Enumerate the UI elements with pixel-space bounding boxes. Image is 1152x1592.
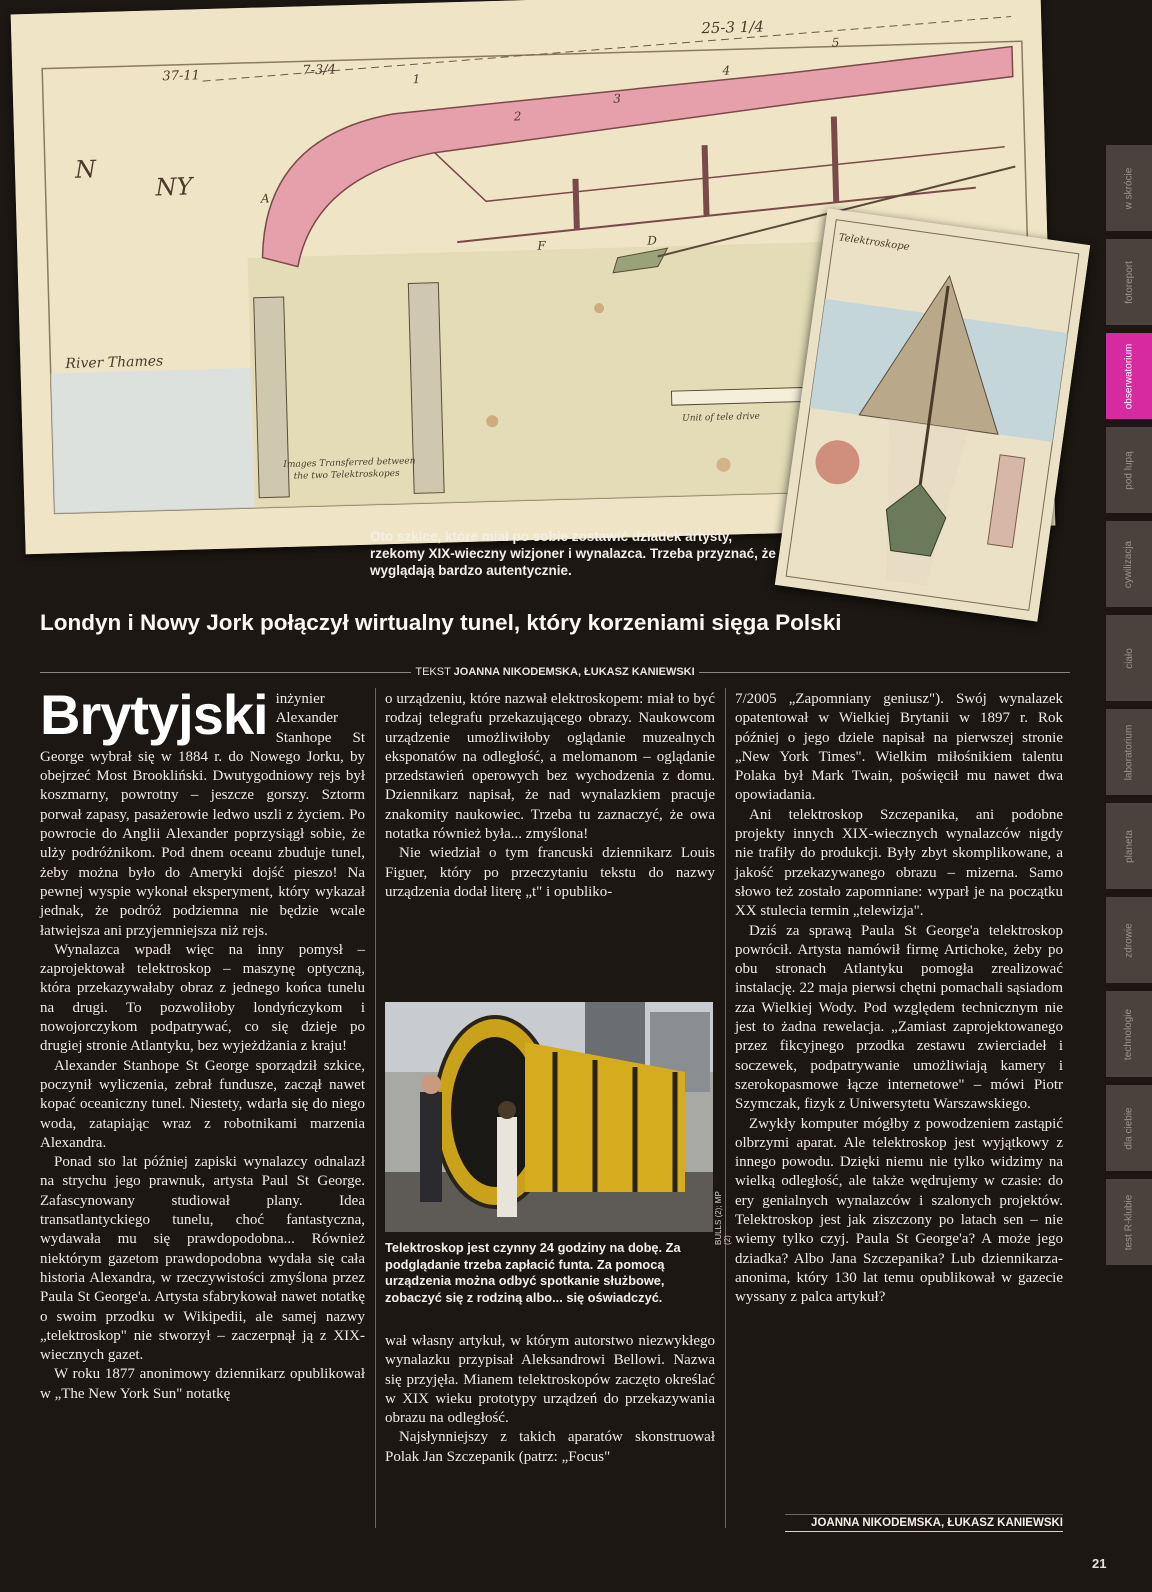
byline-text: TEKST JOANNA NIKODEMSKA, ŁUKASZ KANIEWSKI: [415, 666, 695, 678]
sketch-caption: Oto szkice, które miał po sobie zostawić dziadek artysty, rzekomy XIX-wieczny wizjoner i wynalazca. Trzeba przyznać, że wyglądają bardzo autentycznie.: [370, 529, 776, 578]
sketch-number: 4: [722, 63, 731, 78]
article-column-2-continued: [385, 1332, 715, 1467]
section-tab[interactable]: cywilizacja: [1106, 521, 1152, 607]
compass-label: NY: [155, 172, 193, 202]
sketch-letter: A: [260, 191, 270, 206]
sketch-note: the two Telektroskopes: [293, 468, 400, 482]
article-paragraph: Ponad sto lat później zapiski wynalazcy odnalazł na strychu jego prawnuk, artysta Paul St George. Zafascynowany studiował plany. Idea transatlantyckiego tunelu, choć fantastyczna, wydawała mu się prawdopodobna... Również niektórym gazetom prawdopodobna wydała się cała historia Alexandra, w rzeczywistości zmyślona przez Paula St George'a. Artysta sfabrykował nawet notatkę o swoim przodku w Wikipedii, ale samej nazwy „telektroskop" nie stworzył – zaczerpnął ją z XIX-wiecznych gazet.: [40, 1154, 365, 1364]
compass-label: N: [74, 155, 97, 184]
dimension-label: 7-3/4: [302, 62, 337, 79]
article-column-2: [385, 690, 715, 902]
article-headline: Londyn i Nowy Jork połączył wirtualny tunel, który korzeniami sięga Polski: [40, 610, 842, 635]
article-paragraph: Zwykły komputer mógłby z powodzeniem zastąpić olbrzymi aparat. Ale telektroskop jest wyjątkowy z innego powodu. Dzięki niemu nie tylko widzimy na wielką odległość, ale także wędrujemy w czasie: do ery genialnych wynalazców i szalonych projektów. Telektroskop jest jak ziszczony po latach sen – nie wiemy tylko czyj. Paula St George'a? A może jego dziadka? Albo Jana Szczepanika? Lub dziennikarza-anonima, który 130 lat temu opublikował w gazecie wyssany z palca artykuł?: [735, 1115, 1063, 1306]
section-tab[interactable]: dla ciebie: [1106, 1085, 1152, 1171]
article-paragraph: W roku 1877 anonimowy dziennikarz opublikował w „The New York Sun" notatkę: [40, 1366, 365, 1402]
photo-caption: Telektroskop jest czynny 24 godziny na dobę. Za podglądanie trzeba zapłacić funta. Za pomocą urządzenia można odbyć spotkanie służbowe, zobaczyć się z rodziną albo... się oświadczyć.: [385, 1240, 681, 1305]
section-tab[interactable]: planeta: [1106, 803, 1152, 889]
sketch-letter: F: [537, 238, 546, 253]
photo-credit: BULLS (2); MP (2): [714, 1191, 732, 1245]
sketch-number: 1: [412, 72, 421, 87]
section-tab[interactable]: ciało: [1106, 615, 1152, 701]
section-tab[interactable]: w skrócie: [1106, 145, 1152, 231]
dimension-label: 37-11: [162, 68, 201, 85]
section-tab[interactable]: pod lupą: [1106, 427, 1152, 513]
photo-drawing: [385, 1002, 713, 1232]
section-tab[interactable]: laboratorium: [1106, 709, 1152, 795]
sketch-number: 2: [513, 109, 522, 124]
article-paragraph: Dziś za sprawą Paula St George'a telektroskop powrócił. Artysta namówił firmę Artichoke, żeby po obu stronach Atlantyku pomogła zrealizować instalację. 22 maja pierwsi chętni pomachali sąsiadom zza Wielkiej Wody. Pod względem technicznym nie jest to żadna rewelacja. „Zamiast zaprojektowanego przez fikcyjnego przodka zestawu zwierciadeł i soczewek, podpatrywanie umożliwiają kamery i szerokopasmowe łącze internetowe" – mówi Piotr Szymczak, fizyk z Uniwersytetu Warszawskiego.: [735, 922, 1063, 1113]
article-paragraph: Alexander Stanhope St George sporządził szkice, poczynił wyliczenia, zebrał fundusze, zaczął nawet kopać oceaniczny tunel. Niestety, wdarła się do niego woda, zatapiając wraz z robotnikami marzenia Alexandra.: [40, 1057, 365, 1151]
section-tab[interactable]: test R-klubie: [1106, 1179, 1152, 1265]
section-tabs: [1106, 145, 1152, 1273]
article-paragraph: Brytyjski inżynier Alexander Stanhope St George wybrał się w 1884 r. do Nowego Jorku, by obejrzeć Most Brookliński. Dwutygodniowy rejs był koszmarny, powrotny – jeszcze gorszy. Sztorm porwał zapasy, pasażerowie ledwo uszli z życiem. Po powrocie do Anglii Alexander poprzysiągł sobie, że ulży podróżnikom. Pod dnem oceanu zbuduje tunel, żeby można było do Ameryki dojść pieszo! Na pewnej wyspie wykonał eksperyment, który wykazał jednak, że podróż podziemna nie będzie wcale łatwiejsza ani przyjemniejsza niż rejs.: [40, 683, 365, 939]
sketch-note: Images Transferred between: [283, 456, 416, 471]
dropcap-word: Brytyjski: [40, 683, 268, 746]
section-tab[interactable]: technologie: [1106, 991, 1152, 1077]
island-sketch-illustration: [775, 208, 1090, 621]
article-paragraph: Najsłynniejszy z takich aparatów skonstruował Polak Jan Szczepanik (patrz: „Focus": [385, 1429, 715, 1465]
byline-rule: [699, 672, 1070, 673]
sketch-number: 5: [831, 35, 840, 50]
article-paragraph: Wynalazca wpadł więc na inny pomysł – zaprojektował telektroskop – maszynę optyczną, która przekazywałaby obraz z jednego końca tunelu na drugi. To pozwoliłoby londyńczykom i nowojorczykom podpatrywać, co się dzieje po drugiej stronie Atlantyku, bez wyjeżdżania z kraju!: [40, 941, 365, 1055]
dimension-label: 25-3 1/4: [701, 17, 765, 38]
page-number: 21: [1092, 1556, 1107, 1571]
sketch-letter: D: [647, 233, 658, 248]
small-sketch-title: Telektroskope: [837, 232, 911, 254]
byline-authors: JOANNA NIKODEMSKA, ŁUKASZ KANIEWSKI: [453, 666, 695, 678]
section-tab[interactable]: fotoreport: [1106, 239, 1152, 325]
column-divider: [375, 688, 376, 1528]
article-paragraph: o urządzeniu, które nazwał elektroskopem: miał to być rodzaj telegrafu przekazującego obrazy. Naukowcom urządzenie umożliwiłoby oglądanie muzealnych eksponatów na odległość, a melomanom – oglądanie przedstawień operowych bez wychodzenia z domu. Dziennikarz napisał, że nad wynalazkiem pracuje znakomity naukowiec. Trzeba tu zaznaczyć, że owa notatka również była... zmyślona!: [385, 691, 715, 843]
sketch-note: Unit of tele drive: [682, 411, 761, 424]
article-paragraph: Ani telektroskop Szczepanika, ani podobne projekty innych XIX-wiecznych wynalazców nigdy nie trafiły do produkcji. Były zbyt skomplikowane, a jakość przekazywanego obrazu – mizerna. Samo słowo też zostało zapomniane: wyparł je na początku XX stulecia termin „telewizja".: [735, 806, 1063, 920]
section-tab[interactable]: zdrowie: [1106, 897, 1152, 983]
article-column-1: [40, 683, 365, 1404]
section-tab-active[interactable]: obserwatorium: [1106, 333, 1152, 419]
byline-rule: [40, 672, 411, 673]
article-paragraph: Nie wiedział o tym francuski dziennikarz Louis Figuer, który po przeczytaniu tekstu do nazwy urządzenia dodał literę „t" i opubliko-: [385, 845, 715, 900]
article-column-3: [735, 690, 1063, 1308]
article-paragraph: wał własny artykuł, w którym autorstwo niezwykłego wynalazku przypisał Aleksandrowi Bellowi. Nazwa się przyjęła. Mianem telektroskopów zaczęto określać w XIX wieku prototypy urządzeń do przekazywania obrazu na odległość.: [385, 1333, 715, 1427]
river-label: River Thames: [65, 353, 164, 373]
author-signature: JOANNA NIKODEMSKA, ŁUKASZ KANIEWSKI: [785, 1514, 1063, 1532]
byline: [40, 664, 1070, 680]
telektroskop-photo: [385, 1002, 713, 1232]
column-divider: [725, 688, 726, 1528]
sketch-number: 3: [613, 91, 622, 106]
island-sketch-drawing: [775, 208, 1090, 621]
article-paragraph: 7/2005 „Zapomniany geniusz"). Swój wynalazek opatentował w Wielkiej Brytanii w 1897 r. Rok później o jego dziele napisał na pierwszej stronie „New York Times". Wielkim miłośnikiem talentu Polaka był Mark Twain, poświęcił mu nawet dwa opowiadania.: [735, 691, 1063, 804]
